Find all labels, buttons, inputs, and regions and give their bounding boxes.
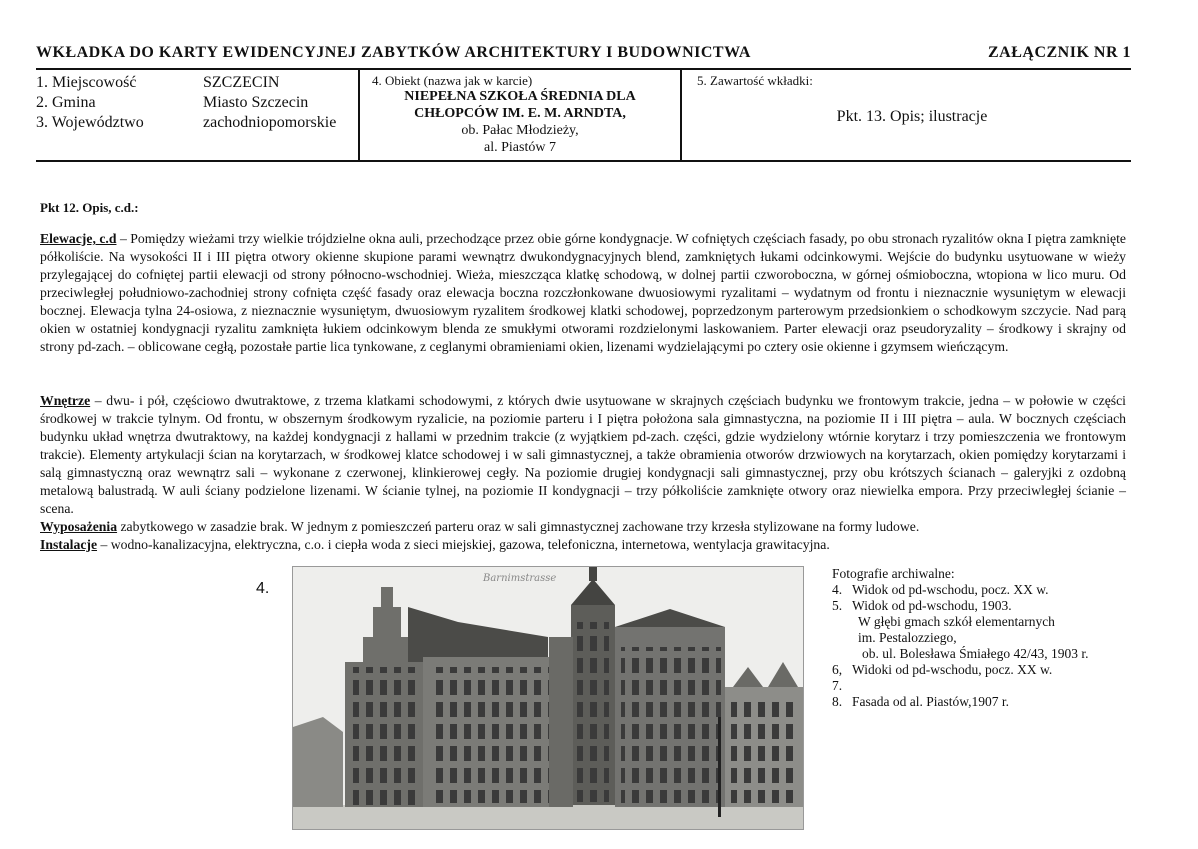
- field-label: 3. Województwo: [36, 114, 144, 131]
- captions-title: Fotografie archiwalne:: [832, 566, 955, 581]
- contents-value: Pkt. 13. Opis; ilustracje: [836, 108, 988, 125]
- field-value: Miasto Szczecin: [203, 94, 309, 111]
- caption-number: 5.: [832, 598, 843, 613]
- caption-text: Widok od pd-wschodu, 1903.: [852, 598, 1012, 613]
- caption-text: Fasada od al. Piastów,1907 r.: [852, 694, 1009, 709]
- section-title: Pkt 12. Opis, c.d.:: [40, 200, 139, 215]
- caption-item: [812, 598, 1112, 614]
- photo-inscription: Barnimstrasse: [483, 573, 557, 584]
- archival-photo: [292, 566, 804, 830]
- caption-continuation: W głębi gmach szkół elementarnych: [858, 614, 1055, 629]
- caption-item: [812, 662, 1112, 694]
- field-row: [36, 113, 336, 133]
- field-row: [36, 73, 336, 93]
- caption-continuation: ob. ul. Bolesława Śmiałego 42/43, 1903 r.: [862, 646, 1089, 661]
- header-bottom-rule: [36, 160, 1131, 162]
- field-row: [36, 93, 336, 113]
- object-address-line: al. Piastów 7: [484, 140, 556, 155]
- caption-continuation: im. Pestalozziego,: [858, 630, 957, 645]
- caption-number: 4.: [832, 582, 843, 597]
- paragraph-keyword: Elewacje, c.d: [40, 231, 117, 246]
- paragraph-wnetrze: [40, 392, 1126, 554]
- paragraph-keyword: Wyposażenia: [40, 519, 118, 534]
- object-name-line: NIEPEŁNA SZKOŁA ŚREDNIA DLA: [404, 89, 636, 104]
- header-top-rule: [36, 68, 1131, 70]
- caption-text: Widok od pd-wschodu, pocz. XX w.: [852, 582, 1049, 597]
- annex-label: ZAŁĄCZNIK NR 1: [987, 44, 1131, 61]
- object-name-line: CHŁOPCÓW IM. E. M. ARNDTA,: [414, 106, 626, 121]
- field-label: 1. Miejscowość: [36, 74, 137, 91]
- document-title: WKŁADKA DO KARTY EWIDENCYJNEJ ZABYTKÓW ARCHITEKTURY I BUDOWNICTWA: [36, 44, 751, 61]
- column-divider-2: [680, 69, 682, 161]
- captions-list: [812, 582, 1112, 710]
- paragraph-text: – Pomiędzy wieżami trzy wielkie trójdzielne okna auli, przechodzące przez obie górne kondygnacje. W cofniętych częściach fasady, po obu stronach ryzalitów okna I piętra zamknięte półkoliście. Na wysokości II i III piętra otwory okienne skupione parami wewnątrz dwukondygnacyjnych blend, zamkniętych łukami odcinkowymi. Wejście do budynku usytuowane w wieży przylegającej do cofniętej partii elewacji od strony północno-wschodniej. Wieża, mieszcząca klatkę schodową, w dolnej partii czworoboczna, w górnej ośmioboczna, wtopiona w lico muru. Od przeciwległej południowo-zachodniej strony cofnięta część fasady oraz elewacja boczna rozczłonkowane dwuosiowymi ryzalitami – wydatnym od frontu i nieznacznie wysuniętym w elewacji bocznej. Elewacja tylna 24-osiowa, z nieznacznie wysuniętym, dwuosiowym ryzalitem środkowej klatki schodowej, poprzedzonym parterowym przedsionkiem o schodkowym szczycie. Nad parą okien w ostatniej kondygnacji ryzalitu zamknięta łukiem odcinkowym blenda ze smukłymi otworami rozdzielonymi laskowaniem. Parter elewacji oraz pseudoryzality – środkowy i skrajny od strony pd-zach. – oblicowane cegłą, pozostałe partie lica tynkowane, z ceglanymi obramieniami okien, lizenami wydzielającymi po cztery osie okienne i gzymsem wieńczącym.: [40, 231, 1126, 354]
- paragraph-keyword: Instalacje: [40, 537, 98, 552]
- caption-item: [812, 694, 1112, 710]
- caption-number: 8.: [832, 694, 843, 709]
- location-fields: [36, 73, 336, 133]
- field-value: zachodniopomorskie: [203, 114, 337, 131]
- paragraph-keyword: Wnętrze: [40, 393, 91, 408]
- object-address-line: ob. Pałac Młodzieży,: [461, 123, 579, 138]
- column-divider-1: [358, 69, 360, 161]
- photo-captions: [812, 566, 1112, 709]
- caption-item: [812, 582, 1112, 598]
- paragraph-elewacje: [40, 230, 1126, 356]
- contents-field: [697, 73, 1127, 125]
- building-illustration: [293, 567, 803, 829]
- photo-number: 4.: [256, 580, 270, 597]
- contents-caption: 5. Zawartość wkładki:: [697, 73, 813, 88]
- caption-text: Widoki od pd-wschodu, pocz. XX w.: [852, 662, 1053, 677]
- paragraph-text: – dwu- i pół, częściowo dwutraktowe, z trzema klatkami schodowymi, z których dwie usytuowane w skrajnych częściach budynku we frontowym trakcie, jedna – w połowie w części środkowej w trakcie tylnym. Od frontu, w obszernym środkowym ryzalicie, na poziomie parteru i I piętra położona sala gimnastyczna, na poziomie II i III piętra – aula. W bocznych częściach budynku układ wnętrza dwutraktowy, na każdej kondygnacji z hallami w przednim trakcie (z wyjątkiem pd-zach. części, gdzie wydzielony wtórnie korytarz i trzy pomieszczenia we frontowym trakcie). Elementy artykulacji ścian na korytarzach, w środkowej klatce schodowej i w sali gimnastycznej, a także obramienia otworów drzwiowych na korytarzach, okien pomiędzy korytarzami i salą gimnastyczną oraz wewnątrz sali – wykonane z czerwonej, klinkierowej cegły. Na poziomie drugiej kondygnacji sali gimnastycznej, przy obu krótszych ścianach – galeryjki z ozdobną metalową balustradą. W auli ściany podzielone lizenami. W ścianie tylnej, na poziomie II kondygnacji – trzy półkoliście zamknięte otwory oraz niewielka empora. Przy przeciwległej ścianie – scena.: [40, 393, 1126, 516]
- field-value: SZCZECIN: [203, 74, 280, 91]
- object-caption: 4. Obiekt (nazwa jak w karcie): [372, 73, 533, 88]
- header: [36, 44, 1131, 62]
- paragraph-text: zabytkowego w zasadzie brak. W jednym z pomieszczeń parteru oraz w sali gimnastycznej zachowane trzy krzesła stylizowane na formy ludowe.: [117, 519, 920, 534]
- paragraph-text: – wodno-kanalizacyjna, elektryczna, c.o. i ciepła woda z sieci miejskiej, gazowa, telefoniczna, internetowa, wentylacja grawitacyjna.: [97, 537, 830, 552]
- caption-number: 6, 7.: [832, 662, 843, 693]
- object-field: [372, 73, 668, 156]
- field-label: 2. Gmina: [36, 94, 96, 111]
